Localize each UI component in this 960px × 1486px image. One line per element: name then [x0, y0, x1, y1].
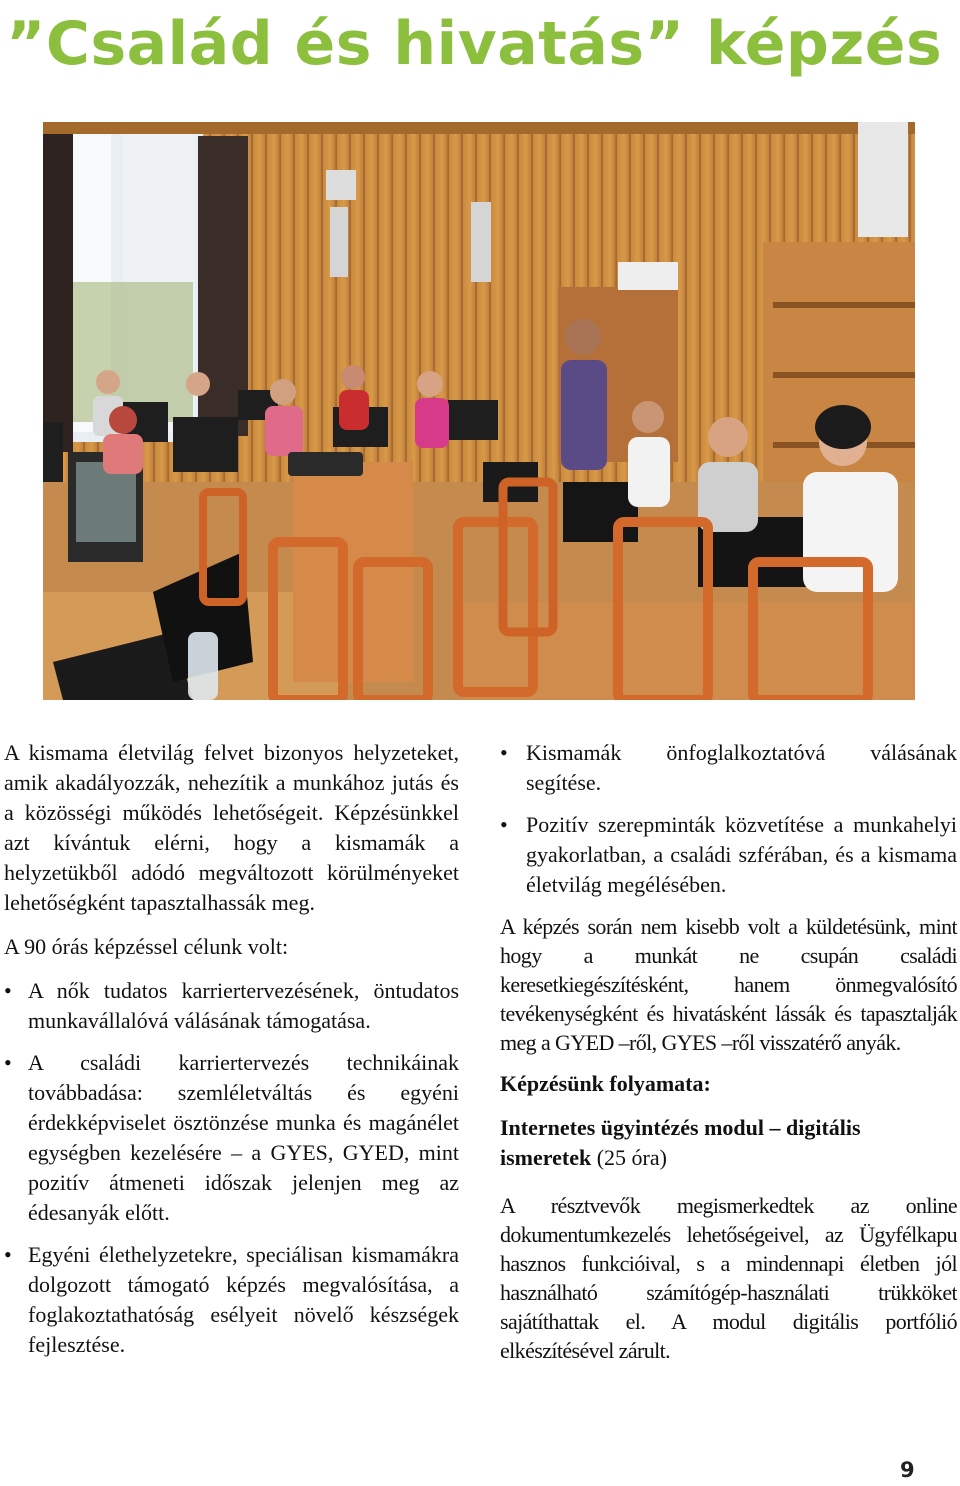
page-title: ”Család és hivatás” képzés [6, 9, 943, 79]
page-number: 9 [900, 1458, 915, 1482]
module-description: A résztvevők megismerkedtek az online dokumentumkezelés lehetőségeivel, az Ügyfélkapu hasznos funkcióival, s a mindennapi életben jól használható számítógép-használati trükköket sajátíthattak el. A modul digitális portfólió elkészítésével zárult. [500, 1193, 957, 1363]
mission-paragraph: A képzés során nem kisebb volt a küldetésünk, mint hogy a munkát ne csupán családi keresetkiegészítésként, hanem önmegvalósító tevékenységként és hivatásként lássák és tapasztalják meg a GYED –ről, GYES –ről visszatérő anyák. [500, 914, 957, 1055]
list-item: • Kismamák önfoglalkoztatóvá válásának segítése. [500, 738, 957, 798]
module-title: Internetes ügyintézés modul – digitális ismeretek [500, 1115, 861, 1170]
photo-illustration [43, 122, 915, 700]
list-item: • Egyéni élethelyzetekre, speciálisan kismamákra dolgozott támogató képzés megvalósítása, a foglakoztathatóság esélyeit növelő készségek fejlesztése. [4, 1240, 459, 1360]
intro-paragraph: A kismama életvilág felvet bizonyos helyzeteket, amik akadályozzák, nehezítik a munkához jutás és a közösségi működés lehetőségeit. Képzésünkkel azt kívántuk elérni, hogy a kismamák a helyzetükből adódó megváltozott körülményeket lehetőségként tapasztalhassák meg. [4, 740, 459, 915]
goal-list [4, 976, 459, 1360]
list-item: • Pozitív szerepminták közvetítése a munkahelyi gyakorlatban, a családi szférában, és a kismama életvilág megélésében. [500, 810, 957, 900]
classroom-photo [43, 122, 915, 700]
list-item: • A családi karriertervezés technikáinak továbbadása: szemléletváltás és egyéni érdekképviselet ösztönzése munka és magánélet egységben kezelésére – a GYES, GYED, mint pozitív átmeneti időszak jelenjen meg az édesanyák előtt. [4, 1048, 459, 1228]
left-column [4, 738, 459, 1372]
module-heading [500, 1113, 957, 1173]
right-column [500, 738, 957, 1379]
goal-list-continued [500, 738, 957, 900]
list-item: • A nők tudatos karriertervezésének, öntudatos munkavállalóvá válásának támogatása. [4, 976, 459, 1036]
module-hours: (25 óra) [596, 1145, 667, 1170]
process-heading: Képzésünk folyamata: [500, 1071, 711, 1096]
goal-intro: A 90 órás képzéssel célunk volt: [4, 934, 289, 959]
